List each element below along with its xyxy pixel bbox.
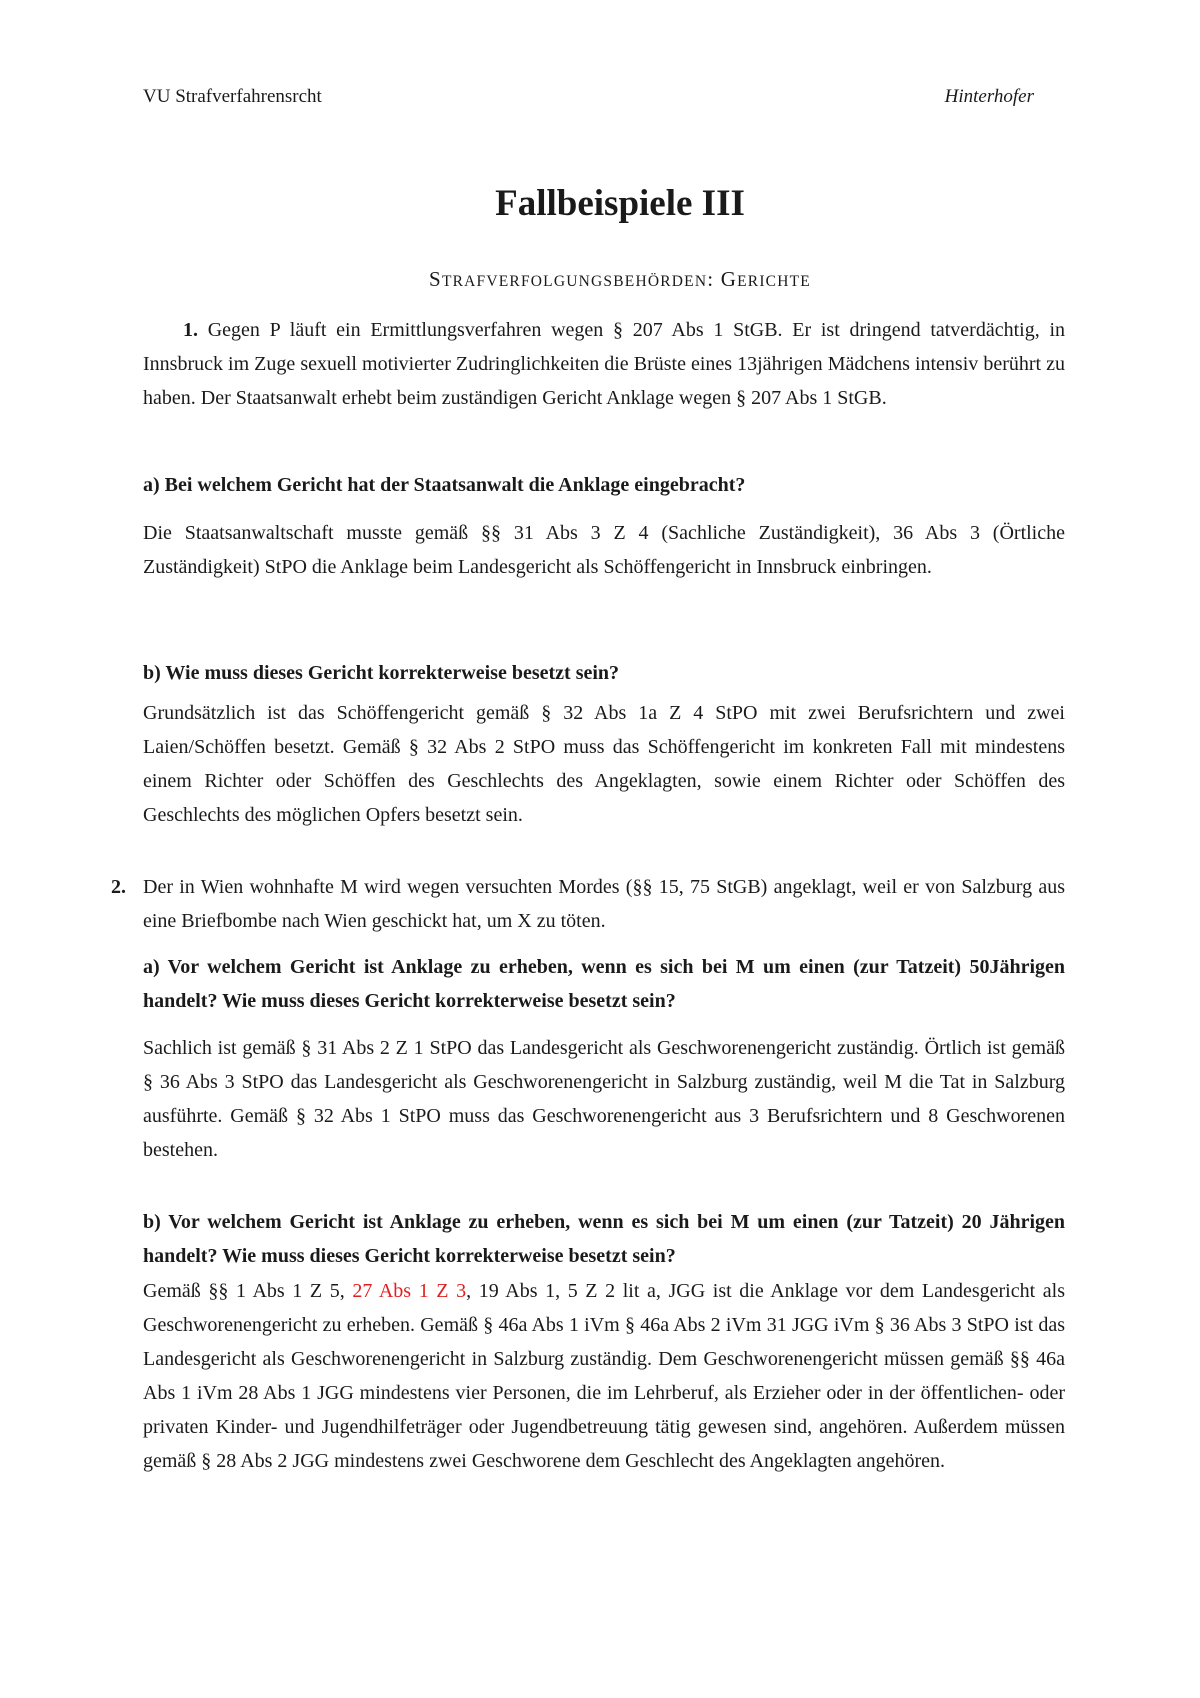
case1-number: 1.: [183, 319, 198, 341]
case2-question-b: b) Vor welchem Gericht ist Anklage zu erheben, wenn es sich bei M um einen (zur Tatzeit) 20 Jährigen handelt? Wie muss dieses Gericht korrekterweise besetzt sein?: [143, 1211, 1065, 1267]
case2-text: Der in Wien wohnhafte M wird wegen versuchten Mordes (§§ 15, 75 StGB) angeklagt, weil er von Salzburg aus eine Briefbombe nach Wien geschickt hat, um X zu töten.: [143, 876, 1065, 932]
case1-question-a: a) Bei welchem Gericht hat der Staatsanwalt die Anklage eingebracht?: [143, 474, 746, 496]
case1-body: Gegen P läuft ein Ermittlungsverfahren wegen § 207 Abs 1 StGB. Er ist dringend tatverdächtig, in Innsbruck im Zuge sexuell motivierter Zudringlichkeiten die Brüste eines 13jährigen Mädchens intensiv berührt zu haben. Der Staatsanwalt erhebt beim zuständigen Gericht Anklage wegen § 207 Abs 1 StGB.: [143, 319, 1065, 409]
case1-question-b: b) Wie muss dieses Gericht korrekterweise besetzt sein?: [143, 662, 620, 684]
case2-question-a: a) Vor welchem Gericht ist Anklage zu erheben, wenn es sich bei M um einen (zur Tatzeit) 50Jährigen handelt? Wie muss dieses Gericht korrekterweise besetzt sein?: [143, 956, 1065, 1012]
subtitle-initial-s: S: [429, 267, 442, 291]
section-subtitle: [0, 267, 1200, 292]
case1-text: [143, 313, 1065, 415]
case1-answer-b: Grundsätzlich ist das Schöffengericht gemäß § 32 Abs 1a Z 4 StPO mit zwei Berufsrichtern und zwei Laien/Schöffen besetzt. Gemäß § 32 Abs 2 StPO muss das Schöffengericht im konkreten Fall mit mindestens einem Richter oder Schöffen des Geschlechts des Angeklagten, sowie einem Richter oder Schöffen des Geschlechts des möglichen Opfers besetzt sein.: [143, 702, 1065, 826]
header-course: VU Strafverfahrensrcht: [143, 86, 322, 107]
subtitle-rest-1: TRAFVERFOLGUNGSBEHÖRDEN: [441, 273, 708, 290]
subtitle-rest-2: ERICHTE: [737, 273, 811, 290]
case2-answer-b-highlight: 27 Abs 1 Z 3: [352, 1280, 467, 1302]
case1-answer-a: Die Staatsanwaltschaft musste gemäß §§ 31 Abs 3 Z 4 (Sachliche Zuständigkeit), 36 Abs 3 (Örtliche Zuständigkeit) StPO die Anklage beim Landesgericht als Schöffengericht in Innsbruck einbringen.: [143, 522, 1065, 578]
case2-answer-b-part2: , 19 Abs 1, 5 Z 2 lit a, JGG ist die Anklage vor dem Landesgericht als Geschworenengericht zu erheben. Gemäß § 46a Abs 1 iVm § 46a Abs 2 iVm 31 JGG iVm § 36 Abs 3 StPO ist das Landesgericht als Geschworenengericht in Salzburg zuständig. Dem Geschworenengericht müssen gemäß §§ 46a Abs 1 iVm 28 Abs 1 JGG mindestens vier Personen, die im Lehrberuf, als Erzieher oder in der öffentlichen- oder privaten Kinder- und Jugendhilfeträger oder Jugendbetreuung tätig gewesen sind, angehören. Außerdem müssen gemäß § 28 Abs 2 JGG mindestens zwei Geschworene dem Geschlecht des Angeklagten angehören.: [143, 1280, 1066, 1472]
page-title: Fallbeispiele III: [495, 183, 745, 224]
case2-answer-b: [143, 1274, 1065, 1478]
case2-answer-b-part1: Gemäß §§ 1 Abs 1 Z 5,: [143, 1280, 353, 1302]
subtitle-initial-g: G: [720, 267, 738, 291]
case2-answer-a: Sachlich ist gemäß § 31 Abs 2 Z 1 StPO das Landesgericht als Geschworenengericht zuständig. Örtlich ist gemäß § 36 Abs 3 StPO das Landesgericht als Geschworenengericht in Salzburg zuständig, weil M die Tat in Salzburg ausführte. Gemäß § 32 Abs 1 StPO muss das Geschworenengericht aus 3 Berufsrichtern und 8 Geschworenen bestehen.: [143, 1037, 1065, 1161]
header-author: Hinterhofer: [944, 86, 1034, 107]
case2-number: 2.: [111, 876, 126, 898]
subtitle-colon: :: [707, 267, 721, 291]
